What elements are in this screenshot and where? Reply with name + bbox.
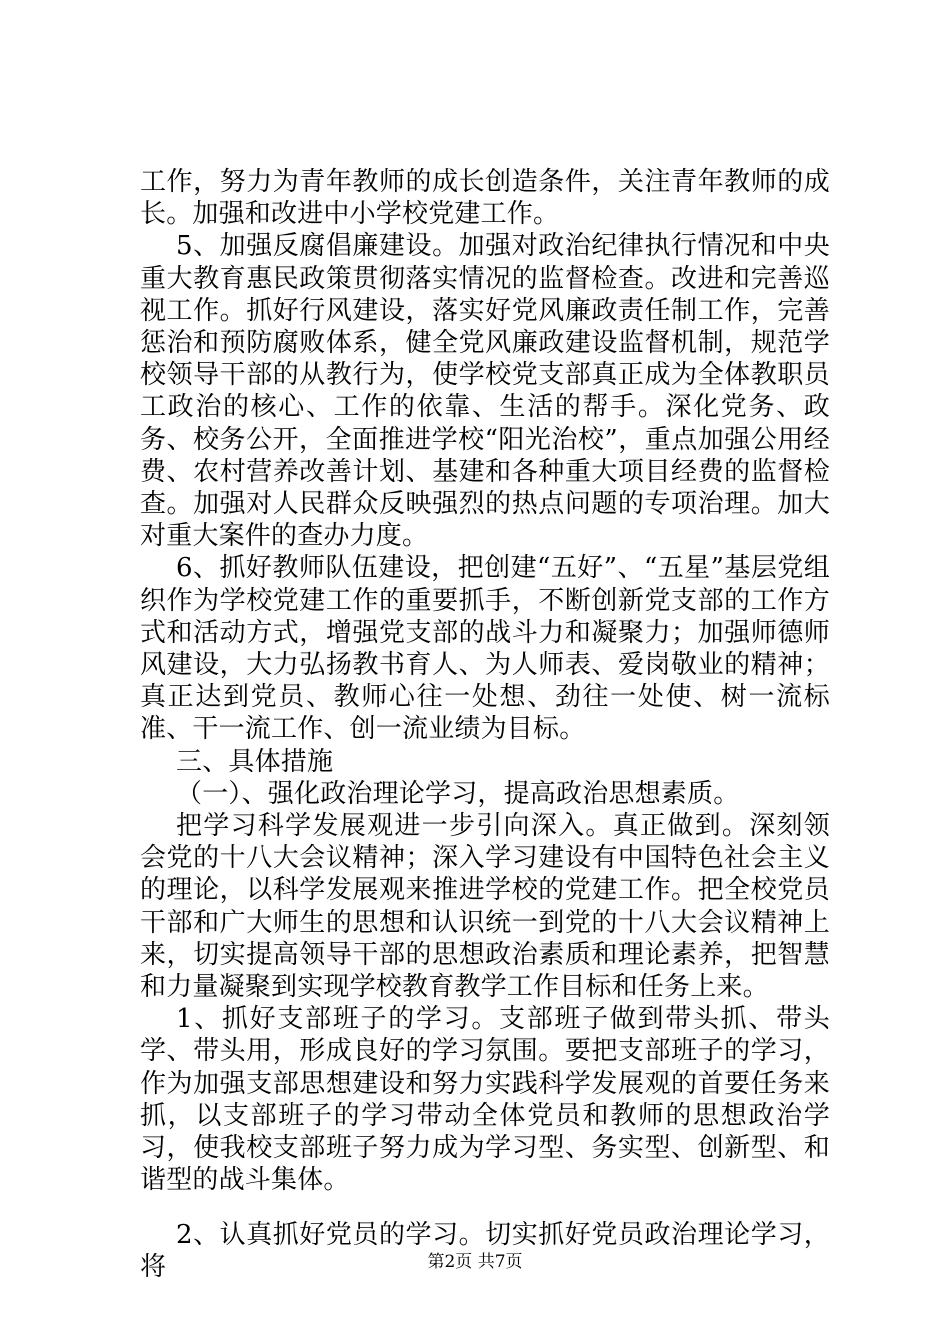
paragraph-item-2: 2、认真抓好党员的学习。切实抓好党员政治理论学习，将	[140, 1219, 830, 1282]
section-heading: 三、具体措施	[176, 746, 334, 777]
document-body	[140, 166, 830, 1283]
paragraph-item-5: 5、加强反腐倡廉建设。加强对政治纪律执行情况和中央重大教育惠民政策贯彻落实情况的监督检查。改进和完善巡视工作。抓好行风建设，落实好党风廉政责任制工作，完善惩治和预防腐败体系，健全党风廉政建设监督机制，规范学校领导干部的从教行为，使学校党支部真正成为全体教职员工政治的核心、工作的依靠、生活的帮手。深化党务、政务、校务公开，全面推进学校“阳光治校”，重点加强公用经费、农村营养改善计划、基建和各种重大项目经费的监督检查。加强对人民群众反映强烈的热点问题的专项治理。加大对重大案件的查办力度。	[140, 231, 830, 552]
page-footer: 第2页 共7页	[427, 1252, 523, 1272]
paragraph-study: 把学习科学发展观进一步引向深入。真正做到。深刻领会党的十八大会议精神；深入学习建设有中国特色社会主义的理论，以科学发展观来推进学校的党建工作。把全校党员干部和广大师生的思想和认识统一到党的十八大会议精神上来，切实提高领导干部的思想政治素质和理论素养，把智慧和力量凝聚到实现学校教育教学工作目标和任务上来。	[140, 811, 830, 1003]
paragraph-item-6: 6、抓好教师队伍建设，把创建“五好”、“五星”基层党组织作为学校党建工作的重要抓手，不断创新党支部的工作方式和活动方式，增强党支部的战斗力和凝聚力；加强师德师风建设，大力弘扬教书育人、为人师表、爱岗敬业的精神；真正达到党员、教师心往一处想、劲往一处使、树一流标准、干一流工作、创一流业绩为目标。	[140, 553, 830, 745]
subsection-heading: （一）、强化政治理论学习，提高政治思想素质。	[176, 778, 740, 809]
paragraph-item-1: 1、抓好支部班子的学习。支部班子做到带头抓、带头学、带头用，形成良好的学习氛围。要把支部班子的学习，作为加强支部思想建设和努力实践科学发展观的首要任务来抓，以支部班子的学习带动全体党员和教师的思想政治学习，使我校支部班子努力成为学习型、务实型、创新型、和谐型的战斗集体。	[140, 1004, 830, 1196]
paragraph-continuation: 工作，努力为青年教师的成长创造条件，关注青年教师的成长。加强和改进中小学校党建工作。	[140, 167, 830, 230]
